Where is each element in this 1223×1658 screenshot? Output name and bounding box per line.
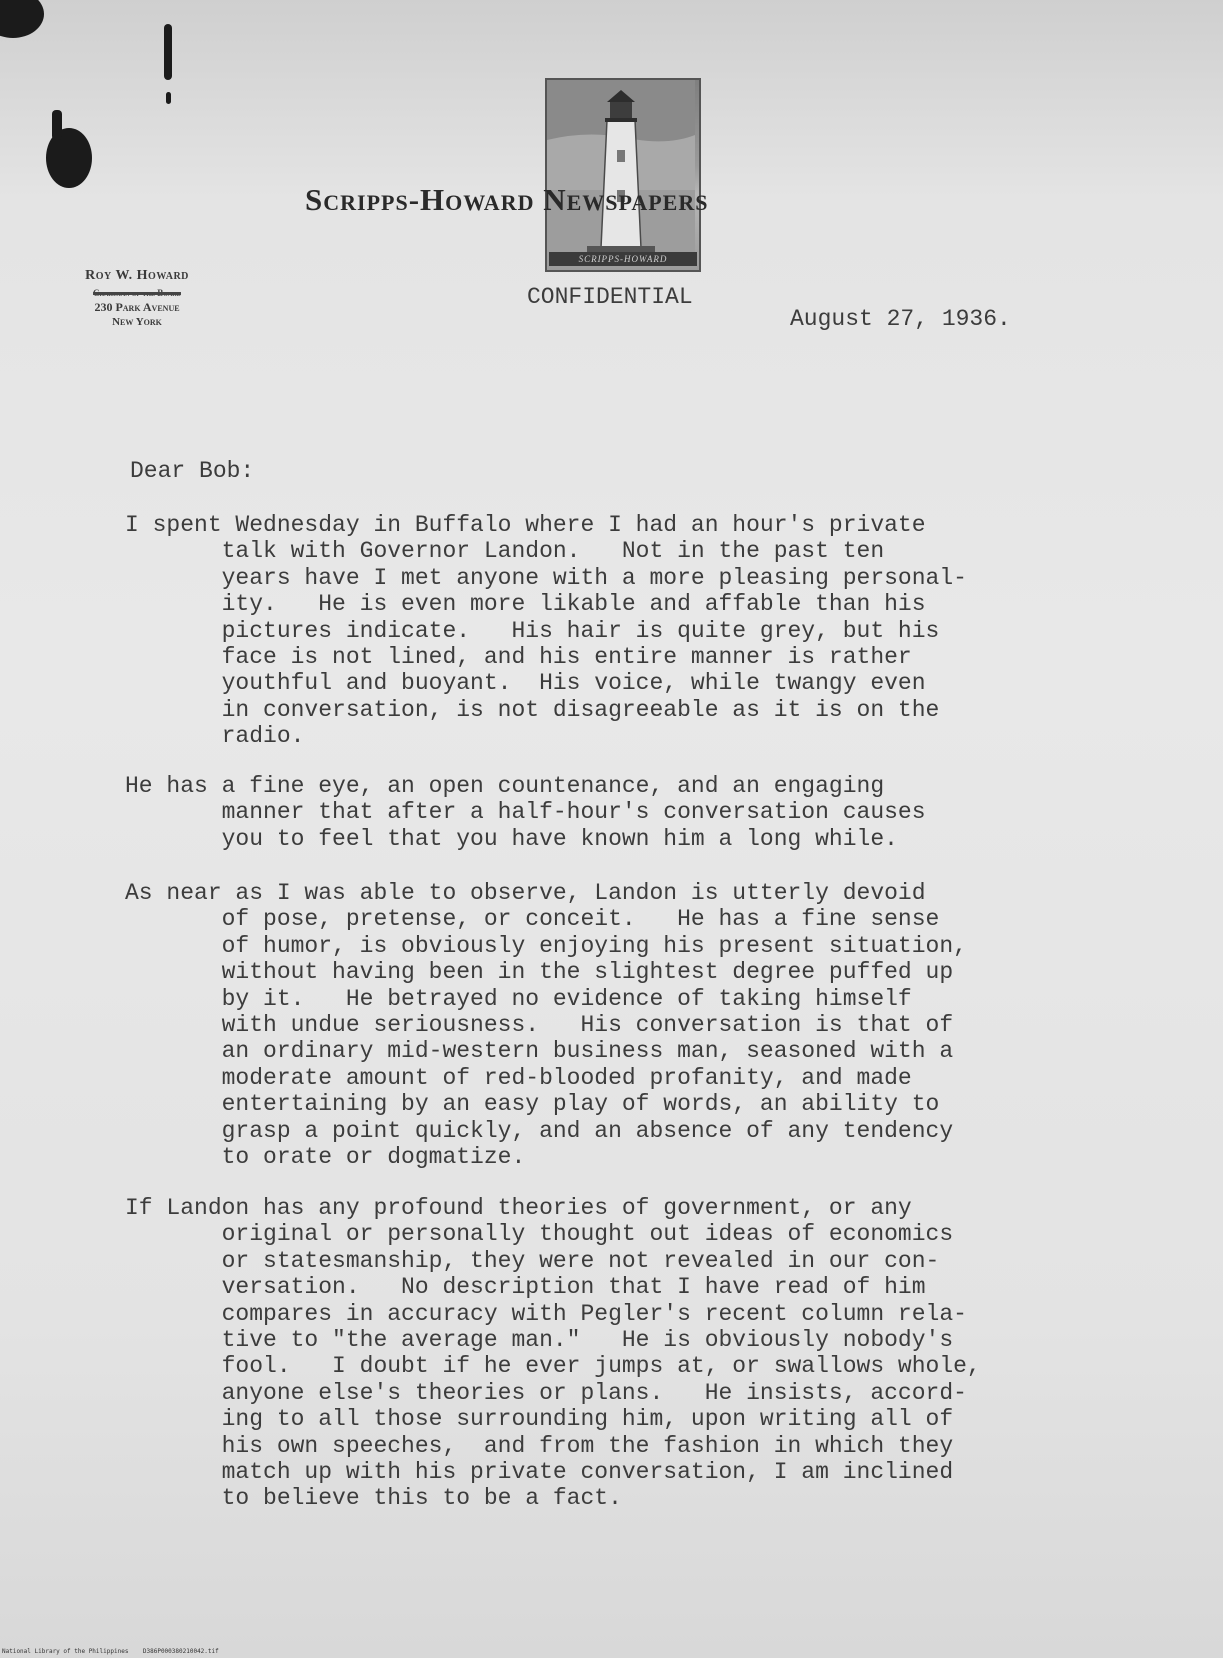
ink-stain xyxy=(166,92,171,104)
ink-stain xyxy=(0,0,44,38)
confidential-label: CONFIDENTIAL xyxy=(527,284,693,310)
letter-date: August 27, 1936. xyxy=(790,306,1011,332)
ink-stain xyxy=(52,110,62,140)
sender-name: Roy W. Howard xyxy=(85,268,189,283)
salutation: Dear Bob: xyxy=(130,458,255,484)
archive-footer: National Library of the Philippines D386P000380210042.tif xyxy=(2,1648,219,1655)
lighthouse-icon xyxy=(547,80,695,266)
sender-title: Chairman of the Board xyxy=(93,288,181,298)
paragraph-1: I spent Wednesday in Buffalo where I had an hour's private talk with Governor Landon. Not in the past ten years have I met anyone with a more pleasing personal- ity. He is even more likable and affable than his pictures indicate. His hair is quite grey, but his face is not lined, and his entire manner is rather youthful and buoyant. His voice, while twangy even in conversation, is not disagreeable as it is on the radio. xyxy=(125,512,967,750)
masthead-title: Scripps-Howard Newspapers xyxy=(305,182,709,217)
sender-address: 230 Park Avenue xyxy=(94,300,180,314)
paragraph-4: If Landon has any profound theories of government, or any original or personally thought out ideas of economics or statesmanship, they were not revealed in our con- versation. No description that I have read of him compares in accuracy with Pegler's recent column rela- tive to "the average man." He is obviously nobody's fool. I doubt if he ever jumps at, or swallows whole, anyone else's theories or plans. He insists, accord- ing to all those surrounding him, upon writing all of his own speeches, and from the fashion in which they match up with his private conversation, I am inclined to believe this to be a fact. xyxy=(125,1195,981,1512)
sender-block xyxy=(22,268,252,328)
sender-city: New York xyxy=(112,316,162,328)
paragraph-2: He has a fine eye, an open countenance, and an engaging manner that after a half-hour's conversation causes you to feel that you have known him a long while. xyxy=(125,773,926,852)
paragraph-3: As near as I was able to observe, Landon is utterly devoid of pose, pretense, or conceit. He has a fine sense of humor, is obviously enjoying his present situation, without having been in the slightest degree puffed up by it. He betrayed no evidence of taking himself with undue seriousness. His conversation is that of an ordinary mid-western business man, seasoned with a moderate amount of red-blooded profanity, and made entertaining by an easy play of words, an ability to grasp a point quickly, and an absence of any tendency to orate or dogmatize. xyxy=(125,880,967,1171)
logo-band-text: SCRIPPS-HOWARD xyxy=(549,252,697,266)
ink-stain xyxy=(164,24,172,80)
lighthouse-logo xyxy=(545,78,701,272)
